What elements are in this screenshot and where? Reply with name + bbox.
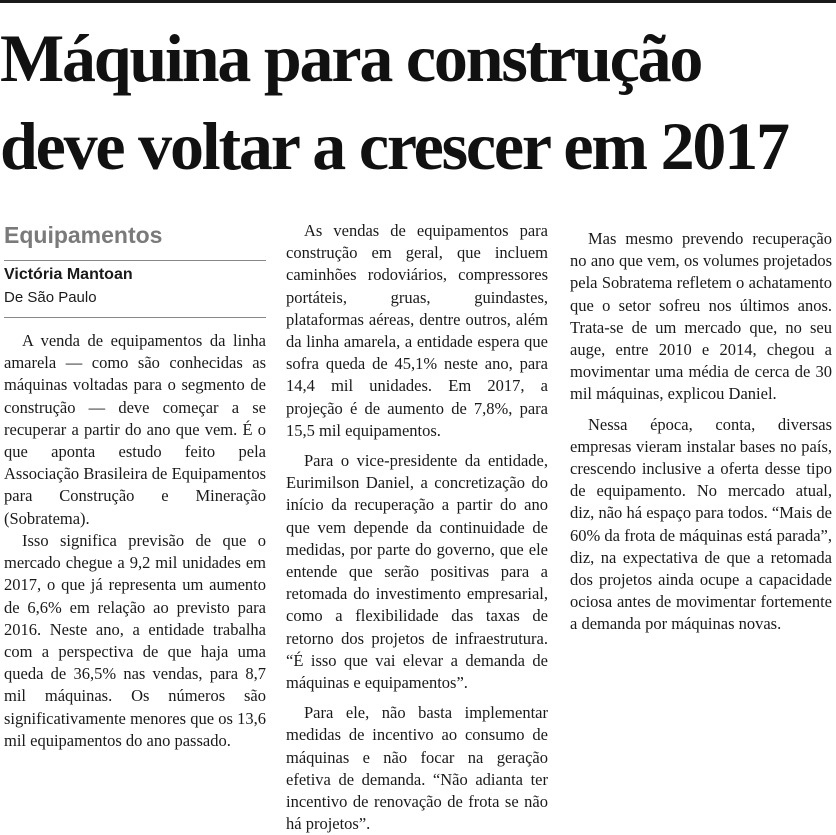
article-paragraph: Mas mesmo prevendo recuperação no ano que vem, os volumes projetados pela Sobratema refletem o achatamento que o setor sofreu nos últimos anos. Trata-se de um mercado que, no seu auge, entre 2010 e 2014, chegou a movimentar uma média de cerca de 30 mil máquinas, explicou Daniel. — [570, 229, 832, 404]
article-column-1 — [4, 0, 266, 776]
author-location: De São Paulo — [4, 289, 97, 306]
article-paragraph: Para o vice-presidente da entidade, Eurimilson Daniel, a concretização do início da recuperação a partir do ano que vem depende da continuidade de medidas, por parte do governo, que ele entende que serão positivas para a retomada do investimento empresarial, como a flexibilidade das taxas de retorno dos projetos de infraestrutura. “É isso que vai elevar a demanda de máquinas e equipamentos”. — [286, 451, 548, 693]
article-paragraph: Isso significa previsão de que o mercado chegue a 9,2 mil unidades em 2017, o que já representa um aumento de 6,6% em relação ao previsto para 2016. Neste ano, a entidade trabalha com a perspectiva de que haja uma queda de 36,5% nas vendas, para 8,7 mil máquinas. Os números são significativamente menores que os 13,6 mil equipamentos do ano passado. — [4, 531, 266, 750]
article-column-3 — [570, 220, 832, 636]
article-paragraph: Nessa época, conta, diversas empresas vieram instalar bases no país, crescendo inclusive a oferta desse tipo de equipamento. No mercado atual, diz, não há espaço para todos. “Mais de 60% da frota de máquinas está parada”, diz, na expectativa de que a retomada dos projetos ainda ocupe a capacidade ociosa antes de movimentar fortemente a demanda por máquinas novas. — [570, 414, 832, 634]
author-name: Victória Mantoan — [4, 266, 133, 283]
article-paragraph: Para ele, não basta implementar medidas de incentivo ao consumo de máquinas e não focar na geração efetiva de demanda. “Não adianta ter incentivo de renovação de frota se não há projetos”. — [286, 703, 548, 834]
section-tag: Equipamentos — [4, 222, 163, 248]
article-column-2 — [286, 220, 548, 835]
headline-line-1: Máquina para construção — [0, 20, 702, 96]
headline-line-2: deve voltar a crescer em 2017 — [0, 108, 788, 184]
article-paragraph: A venda de equipamentos da linha amarela — como são conhecidas as máquinas voltadas para o segmento de construção — deve começar a se recuperar a partir do ano que vem. É o que aponta estudo feito pela Associação Brasileira de Equipamentos para Construção e Mineração (Sobratema). — [4, 331, 266, 528]
article-paragraph: As vendas de equipamentos para construção em geral, que incluem caminhões rodoviários, compressores portáteis, gruas, guindastes, plataformas aéreas, dentre outros, além da linha amarela, a entidade espera que sofra queda de 45,1% neste ano, para 14,4 mil unidades. Em 2017, a projeção é de aumento de 7,8%, para 15,5 mil equipamentos. — [286, 221, 548, 440]
